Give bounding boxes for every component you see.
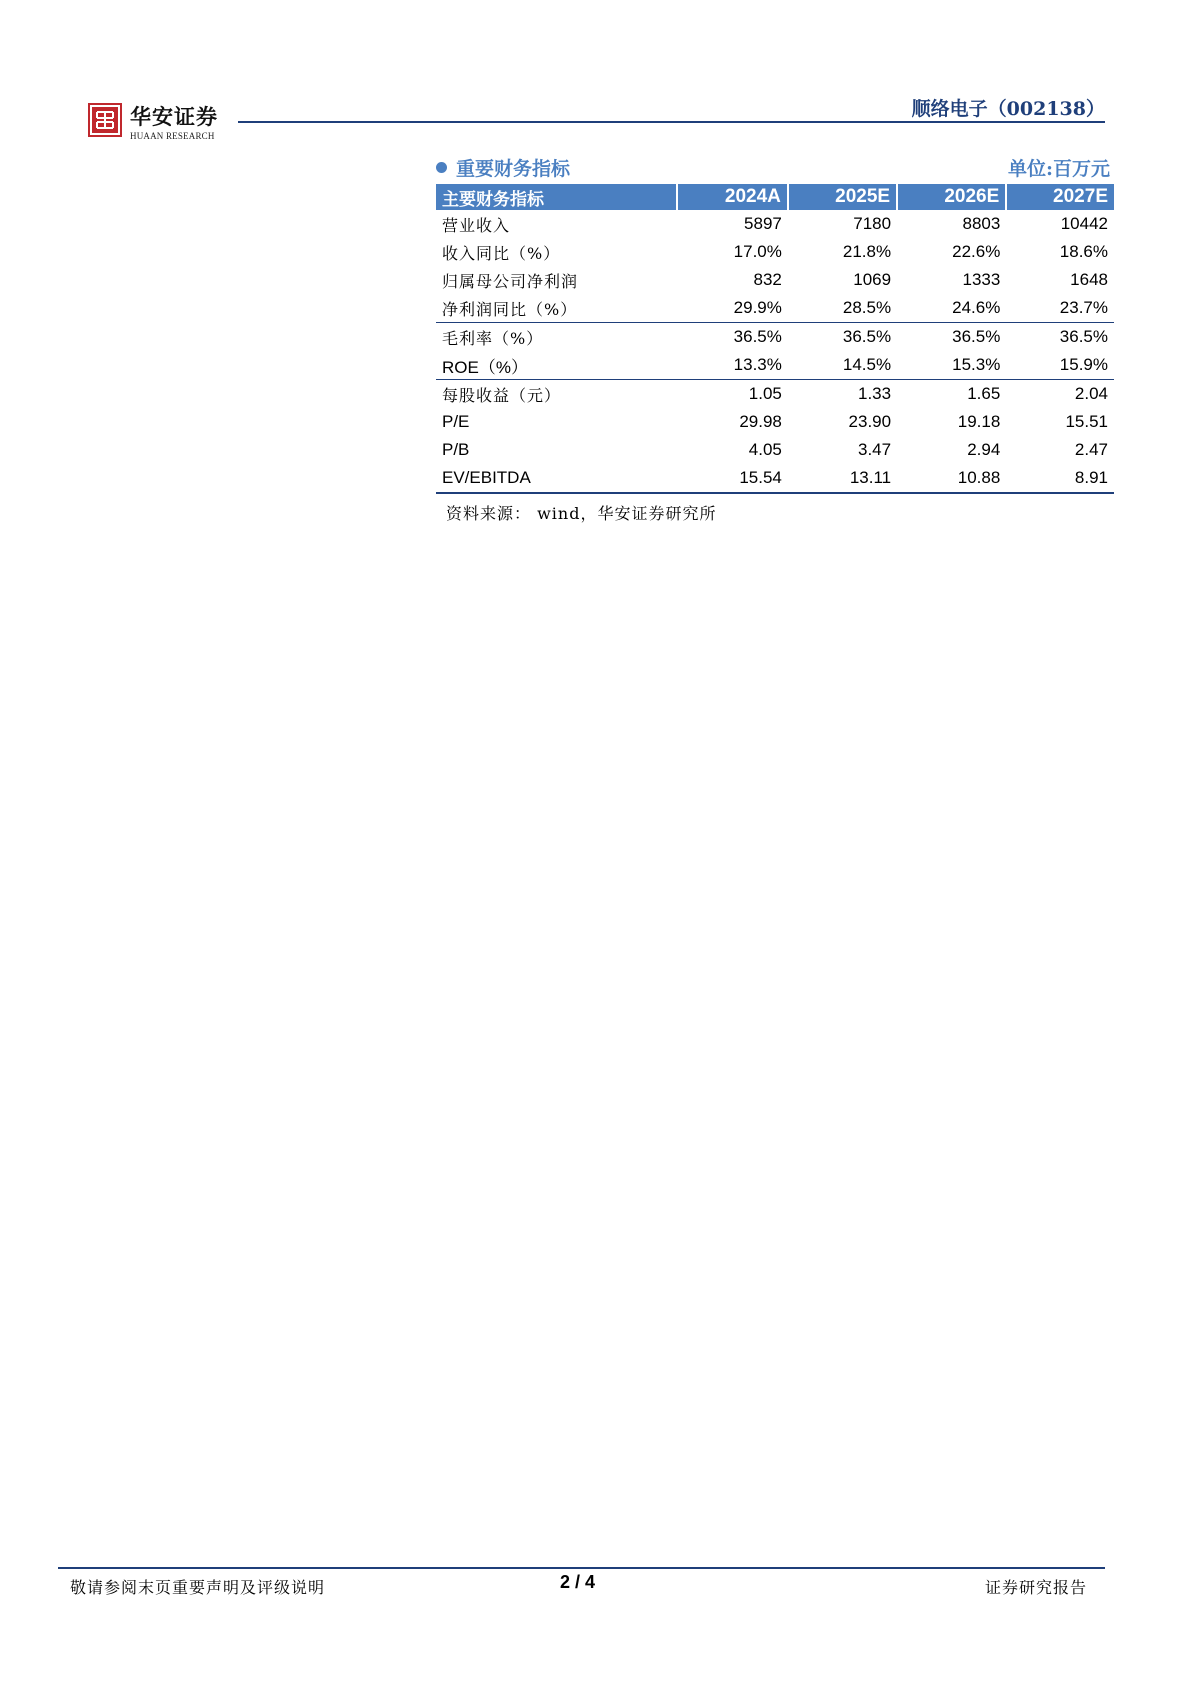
column-header: 主要财务指标 <box>436 184 677 210</box>
footer-report-type: 证券研究报告 <box>984 1578 1087 1597</box>
table-cell: 1333 <box>962 270 1001 289</box>
row-label: ROE（%） <box>436 351 677 380</box>
table-cell: 15.51 <box>1065 412 1108 431</box>
row-label: P/B <box>442 440 470 459</box>
financial-table <box>436 184 1114 494</box>
table-cell: 1069 <box>853 270 892 289</box>
section-header <box>436 154 1114 182</box>
table-cell: 22.6% <box>952 242 1001 261</box>
column-header: 2025E <box>788 184 897 210</box>
financial-indicators-section <box>436 154 1114 494</box>
table-cell: 1.05 <box>748 384 782 403</box>
row-label: EV/EBITDA <box>436 464 677 493</box>
footer-disclaimer: 敬请参阅末页重要声明及评级说明 <box>70 1578 326 1597</box>
logo-wordmark-en: HUAAN RESEARCH <box>130 131 215 141</box>
source-note: 资料来源： wind，华安证券研究所 <box>446 504 717 523</box>
table-cell: 832 <box>753 270 782 289</box>
table-cell: 5897 <box>744 214 782 233</box>
section-title: 重要财务指标 <box>456 158 571 180</box>
table-cell: 19.18 <box>957 412 1001 431</box>
table-cell: 1.33 <box>858 384 892 403</box>
row-label: 收入同比（%） <box>442 243 561 263</box>
page-number: 2 / 4 <box>560 1572 596 1592</box>
row-label: 营业收入 <box>442 215 511 235</box>
table-cell: 36.5% <box>842 327 892 346</box>
footer-divider <box>58 1567 1105 1569</box>
table-cell: 14.5% <box>788 351 897 380</box>
row-label: 净利润同比（%） <box>436 294 677 323</box>
table-cell: 2.47 <box>1074 440 1108 459</box>
table-row <box>436 210 1114 238</box>
table-cell: 3.47 <box>858 440 892 459</box>
table-cell: 2.94 <box>967 440 1001 459</box>
bullet-icon <box>436 162 447 173</box>
table-cell: 15.9% <box>1006 351 1114 380</box>
table-row <box>436 323 1114 352</box>
table-row <box>436 380 1114 409</box>
table-cell: 1648 <box>1070 270 1108 289</box>
report-title: 顺络电子（002138） <box>911 98 1105 120</box>
table-cell: 10.88 <box>897 464 1006 493</box>
table-cell: 28.5% <box>788 294 897 323</box>
table-row <box>436 464 1114 493</box>
table-cell: 36.5% <box>952 327 1001 346</box>
table-cell: 23.7% <box>1006 294 1114 323</box>
table-cell: 13.3% <box>677 351 788 380</box>
unit-label: 单位:百万元 <box>1007 158 1110 180</box>
row-label: 每股收益（元） <box>442 385 562 405</box>
huaan-logo-icon <box>88 103 122 137</box>
table-cell: 24.6% <box>897 294 1006 323</box>
table-cell: 21.8% <box>842 242 892 261</box>
table-row <box>436 351 1114 380</box>
table-cell: 15.54 <box>677 464 788 493</box>
table-row <box>436 436 1114 464</box>
table-cell: 15.3% <box>897 351 1006 380</box>
table-row <box>436 238 1114 266</box>
row-label: 归属母公司净利润 <box>442 271 579 291</box>
table-cell: 7180 <box>853 214 892 233</box>
column-header: 2026E <box>897 184 1006 210</box>
table-cell: 29.9% <box>677 294 788 323</box>
table-cell: 8.91 <box>1006 464 1114 493</box>
table-row <box>436 266 1114 294</box>
logo-wordmark-cn: 华安证券 <box>130 104 218 129</box>
table-cell: 36.5% <box>733 327 782 346</box>
table-cell: 18.6% <box>1059 242 1108 261</box>
column-header: 2024A <box>677 184 788 210</box>
row-label: P/E <box>442 412 470 431</box>
column-header: 2027E <box>1006 184 1114 210</box>
table-cell: 1.65 <box>967 384 1001 403</box>
header-divider <box>238 121 1105 123</box>
table-row <box>436 408 1114 436</box>
table-cell: 17.0% <box>733 242 782 261</box>
table-cell: 8803 <box>962 214 1001 233</box>
table-header-row <box>436 184 1114 210</box>
table-cell: 13.11 <box>788 464 897 493</box>
table-cell: 23.90 <box>848 412 892 431</box>
table-cell: 29.98 <box>739 412 782 431</box>
table-cell: 4.05 <box>748 440 782 459</box>
table-cell: 36.5% <box>1059 327 1108 346</box>
table-row <box>436 294 1114 323</box>
table-cell: 2.04 <box>1074 384 1108 403</box>
table-cell: 10442 <box>1060 214 1108 233</box>
row-label: 毛利率（%） <box>442 328 544 348</box>
